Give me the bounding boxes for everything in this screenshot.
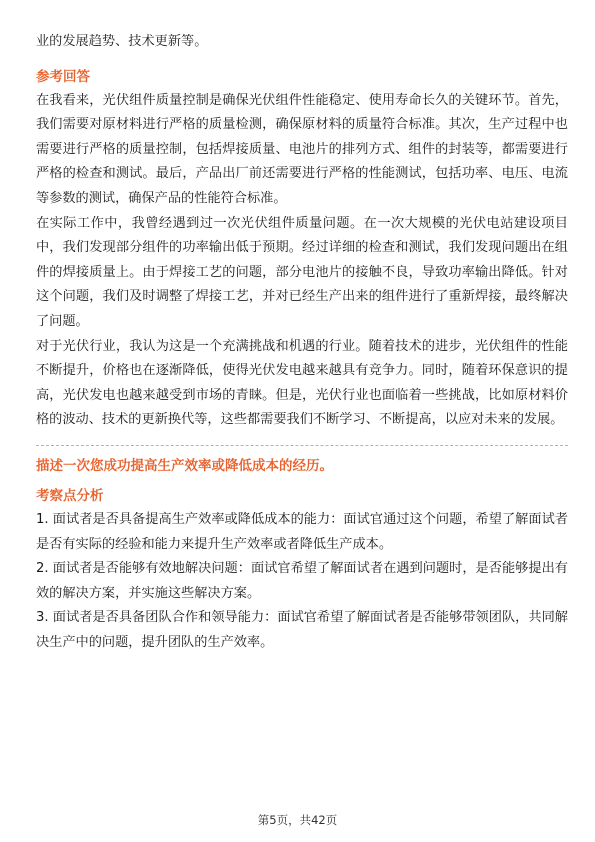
document-page (36, 30, 568, 655)
section-divider (36, 445, 568, 446)
page-footer: 第5页，共42页 (257, 813, 338, 827)
intro-line: 业的发展趋势、技术更新等。 (36, 34, 208, 49)
answer-paragraph-1: 在我看来，光伏组件质量控制是确保光伏组件性能稳定、使用寿命长久的关键环节。首先，我们需要对原材料进行严格的质量检测，确保原材料的质量符合标准。其次，生产过程中也需要进行严格的质量控制，包括焊接质量、电池片的排列方式、组件的封装等，都需要进行严格的检查和测试。最后，产品出厂前还需要进行严格的性能测试，包括功率、电压、电流等参数的测试，确保产品的性能符合标准。 (36, 92, 568, 206)
analysis-label: 考察点分析 (36, 487, 104, 504)
answer-paragraph-3: 对于光伏行业，我认为这是一个充满挑战和机遇的行业。随着技术的进步，光伏组件的性能不断提升，价格也在逐渐降低，使得光伏发电越来越具有竞争力。同时，随着环保意识的提高，光伏发电也越来越受到市场的青睐。但是，光伏行业也面临着一些挑战，比如原材料价格的波动、技术的更新换代等，这些都需要我们不断学习、不断提高，以应对未来的发展。 (36, 338, 568, 428)
analysis-item-3: 3. 面试者是否具备团队合作和领导能力：面试官希望了解面试者是否能够带领团队，共同解决生产中的问题，提升团队的生产效率。 (36, 610, 568, 650)
reference-answer-label: 参考回答 (36, 68, 90, 85)
question-heading: 描述一次您成功提高生产效率或降低成本的经历。 (36, 457, 333, 474)
analysis-item-2: 2. 面试者是否能够有效地解决问题：面试官希望了解面试者在遇到问题时，是否能够提出有效的解决方案，并实施这些解决方案。 (36, 561, 568, 601)
analysis-item-1: 1. 面试者是否具备提高生产效率或降低成本的能力：面试官通过这个问题，希望了解面试者是否有实际的经验和能力来提升生产效率或者降低生产成本。 (36, 511, 568, 552)
answer-paragraph-2: 在实际工作中，我曾经遇到过一次光伏组件质量问题。在一次大规模的光伏电站建设项目中，我们发现部分组件的功率输出低于预期。经过详细的检查和测试，我们发现问题出在组件的焊接质量上。由于焊接工艺的问题，部分电池片的接触不良，导致功率输出降低。针对这个问题，我们及时调整了焊接工艺，并对已经生产出来的组件进行了重新焊接，最终解决了问题。 (36, 215, 568, 329)
